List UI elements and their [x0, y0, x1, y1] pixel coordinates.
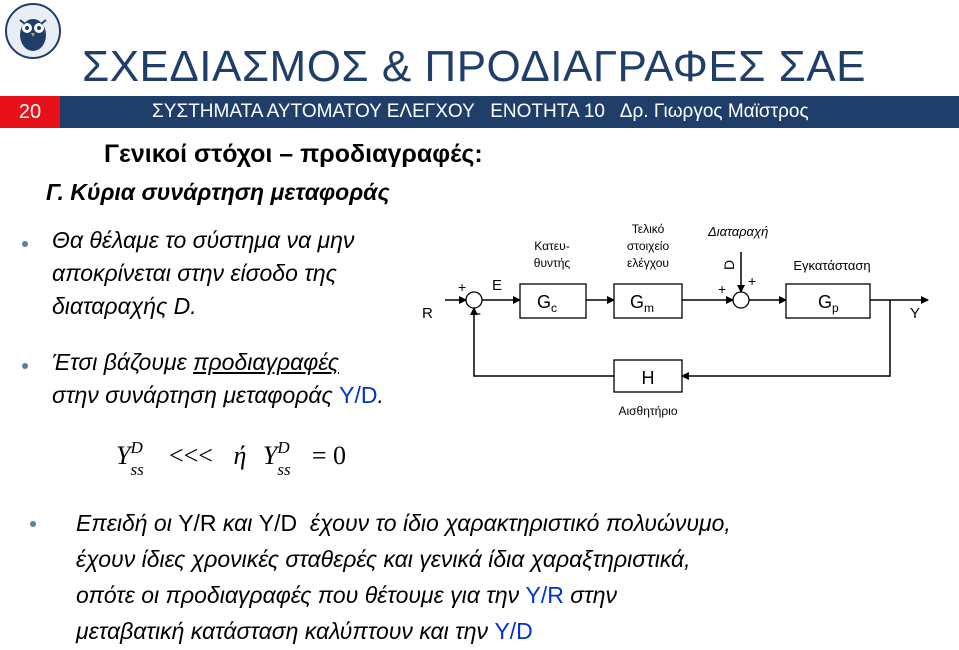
- minus-sign-1: -: [476, 305, 481, 322]
- gc-title-1: Κατευ-: [534, 239, 570, 253]
- bottom-line-3: [76, 577, 956, 613]
- eq-sub: ss: [130, 460, 144, 479]
- tf-yr: Y/R: [178, 510, 217, 536]
- label-y: Y: [910, 305, 921, 322]
- bl1-a: Επειδή οι: [76, 510, 179, 536]
- label-d: D: [721, 259, 737, 270]
- label-e: E: [492, 277, 503, 294]
- gc-g: G: [537, 292, 552, 312]
- eq-y: Y: [116, 441, 131, 470]
- bullet-1-line-1: Θα θέλαμε το σύστημα να μην: [52, 227, 355, 253]
- bl1-c: έχουν το ίδιο χαρακτηριστικό πολυώνυμο,: [297, 510, 731, 536]
- page-title: ΣΧΕΔΙΑΣΜΟΣ & ΠΡΟΔΙΑΓΡΑΦΕΣ ΣΑΕ: [82, 42, 866, 91]
- bullet-1-text: [52, 224, 354, 323]
- disturbance-title: Διαταραχή: [708, 224, 769, 239]
- bullet-2-line-1: [52, 346, 384, 379]
- section-heading: Γενικοί στόχοι – προδιαγραφές:: [104, 140, 483, 168]
- eq-sup: D: [130, 438, 143, 457]
- plus-sign-2: +: [718, 281, 727, 297]
- bullet-2-prefix: Έτσι βάζουμε: [52, 349, 194, 375]
- tf-yd: Y/D: [258, 510, 298, 536]
- plus-sign-1: +: [458, 279, 467, 295]
- summing-junction-2: [733, 292, 749, 308]
- gc-title-2: θυντής: [533, 256, 571, 270]
- bottom-line-2: έχουν ίδιες χρονικές σταθερές και γενικά ίδια χαραξτηριστικά,: [76, 546, 691, 572]
- eq-sup-2: D: [277, 438, 290, 457]
- gm-g: G: [630, 292, 645, 312]
- bullet-2-prefix-2: στην συνάρτηση μεταφοράς: [52, 382, 340, 408]
- bullet-dot: [22, 241, 28, 247]
- gm-sub: m: [644, 301, 655, 315]
- period: .: [377, 382, 384, 408]
- eq-sub-2: ss: [277, 460, 291, 479]
- slide-number: 20: [0, 96, 60, 128]
- h-symbol: H: [641, 368, 655, 388]
- course-subtitle: [152, 96, 809, 128]
- course-subtitle-text: ΣΥΣΤΗΜΑΤΑ ΑΥΤΟΜΑΤΟΥ ΕΛΕΓΧΟΥ ΕΝΟΤΗΤΑ 10 Δρ. Γιωργος Μαϊστρος: [152, 101, 809, 122]
- tf-yr-2: Y/R: [525, 582, 564, 608]
- eq-or: ή: [233, 441, 247, 470]
- section-subheading: Γ. Κύρια συνάρτηση μεταφοράς: [46, 179, 390, 205]
- label-r: R: [422, 305, 433, 322]
- specs-link[interactable]: προδιαγραφές: [193, 349, 339, 375]
- bullet-1-line-3: διαταραχής D.: [52, 293, 197, 319]
- h-title: Αισθητήριο: [618, 404, 678, 418]
- bullet-2-line-2: [52, 379, 384, 412]
- gm-title-1: Τελικό: [631, 222, 665, 236]
- bullet-dot: [30, 521, 36, 527]
- gp-g: G: [818, 292, 833, 312]
- bullet-2-text: [52, 346, 384, 412]
- bl3-b: στην: [563, 582, 617, 608]
- transfer-function-yd: Y/D: [339, 382, 378, 408]
- bottom-line-1: [76, 505, 956, 541]
- bottom-line-4: [76, 613, 956, 649]
- gm-title-3: ελέγχου: [627, 256, 669, 270]
- bl4-a: μεταβατική κατάσταση καλύπτουν και την: [76, 618, 495, 644]
- bl3-a: οπότε οι προδιαγραφές που θέτουμε για την: [76, 582, 526, 608]
- equation: [116, 438, 347, 479]
- tf-yd-2: Y/D: [494, 618, 533, 644]
- eq-y-2: Y: [262, 441, 278, 470]
- plus-sign-3: +: [748, 273, 757, 289]
- bullet-dot: [22, 363, 28, 369]
- eq-equals-zero: = 0: [311, 441, 347, 470]
- gp-title: Εγκατάσταση: [793, 258, 871, 273]
- gp-sub: p: [832, 301, 839, 315]
- gc-sub: c: [551, 301, 558, 315]
- owl-emblem-icon: [4, 2, 62, 60]
- bl1-b: και: [216, 510, 259, 536]
- gm-title-2: στοιχείο: [626, 239, 670, 253]
- block-diagram: [400, 212, 959, 440]
- bottom-paragraph: [76, 505, 956, 649]
- eq-much-less: <<<: [168, 441, 213, 470]
- bullet-1-line-2: αποκρίνεται στην είσοδο της: [52, 260, 337, 286]
